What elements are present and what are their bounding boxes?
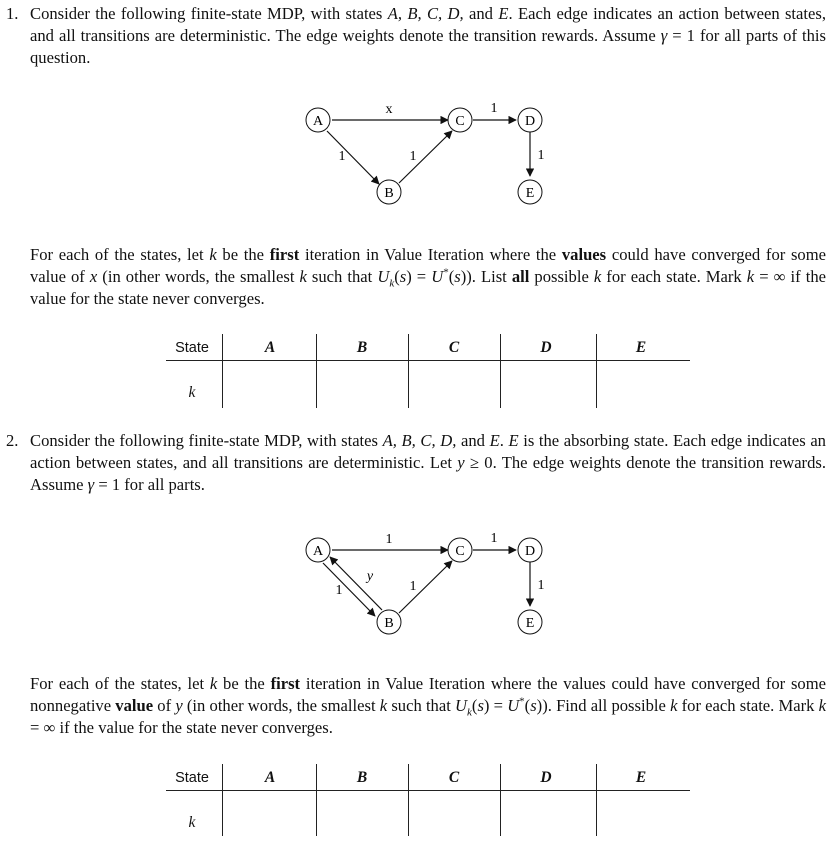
text-run: U xyxy=(507,696,520,715)
q2-label-a-c: 1 xyxy=(385,532,393,547)
q2-answer-cell-d[interactable] xyxy=(501,804,596,834)
q1-edge-b-c xyxy=(399,131,452,183)
svg-text:A: A xyxy=(312,544,324,559)
text-run: s xyxy=(399,267,407,286)
q1-answer-cell-c[interactable] xyxy=(409,374,500,404)
text-run: A, B, C, D, xyxy=(382,431,457,450)
q2-label-b-c: 1 xyxy=(409,579,417,594)
q2-table-state-label: State xyxy=(175,770,209,786)
text-run: possible xyxy=(529,267,594,286)
q2-table-col-c: C xyxy=(448,769,460,786)
text-run: k xyxy=(209,674,218,693)
q2-label-d-e: 1 xyxy=(537,578,545,593)
q2-label-a-b: 1 xyxy=(335,583,343,598)
text-run: k xyxy=(299,267,307,286)
text-run: first xyxy=(270,674,301,693)
text-run: ( xyxy=(394,267,400,286)
text-run: A, B, C, D, xyxy=(387,4,464,23)
text-run: values xyxy=(561,245,607,264)
text-run: iteration in Value Iteration where the xyxy=(299,245,562,264)
q2-node-a xyxy=(306,538,330,562)
q1-node-a xyxy=(306,108,330,132)
text-run: of xyxy=(153,696,176,715)
svg-text:D: D xyxy=(524,544,536,559)
text-run: . xyxy=(499,431,509,450)
q1-answer-cell-b[interactable] xyxy=(317,374,408,404)
q1-table-row-k: k xyxy=(188,384,196,401)
svg-text:A: A xyxy=(312,114,324,129)
text-run: s xyxy=(530,696,537,715)
text-run: is the absorbing state. Each edge indicates an action between states, and all transitions are deterministic. Let xyxy=(30,431,826,472)
text-run: y xyxy=(175,696,183,715)
text-run: For each of the states, let xyxy=(30,245,210,264)
text-run: (in other words, the smallest xyxy=(97,267,300,286)
q2-answer-cell-e[interactable] xyxy=(597,804,690,834)
q1-edge-a-b xyxy=(327,131,379,184)
q2-answer-cell-c[interactable] xyxy=(409,804,500,834)
text-run: x xyxy=(89,267,98,286)
text-run: for each state. Mark xyxy=(601,267,747,286)
text-run: For each of the states, let xyxy=(30,674,210,693)
q1-answer-table xyxy=(166,334,690,408)
text-run: k xyxy=(593,267,602,286)
q2-table-col-a: A xyxy=(264,769,276,786)
q1-label-a-b: 1 xyxy=(338,149,346,164)
q2-answer-cell-b[interactable] xyxy=(317,804,408,834)
text-run: s xyxy=(454,267,461,286)
q1-table-col-a: A xyxy=(264,339,276,356)
text-run: such that xyxy=(387,696,456,715)
q1-intro xyxy=(30,3,826,69)
text-run: k xyxy=(818,696,827,715)
svg-text:C: C xyxy=(455,544,465,559)
q2-edge-b-c xyxy=(399,561,452,613)
q2-answer-table xyxy=(166,764,690,836)
q2-table-row-k: k xyxy=(188,814,196,831)
svg-text:E: E xyxy=(525,186,535,201)
q2-table-col-e: E xyxy=(635,769,647,786)
svg-text:D: D xyxy=(524,114,536,129)
text-run: first xyxy=(269,245,300,264)
text-run: be the xyxy=(216,245,270,264)
text-run: )). Find all possible xyxy=(536,696,671,715)
text-run: E xyxy=(498,4,509,23)
q2-answer-cell-a[interactable] xyxy=(224,804,316,834)
text-run: U xyxy=(431,267,444,286)
text-run: U xyxy=(455,696,468,715)
text-run: be the xyxy=(217,674,271,693)
q1-table-state-label: State xyxy=(175,340,209,356)
q2-table-col-b: B xyxy=(356,769,368,786)
q1-answer-cell-e[interactable] xyxy=(597,374,690,404)
text-run: * xyxy=(443,266,449,279)
q2-node-e xyxy=(518,610,542,634)
q1-graph xyxy=(290,100,560,212)
text-run: k xyxy=(389,277,395,290)
q1-table-col-c: C xyxy=(448,339,460,356)
text-run: E xyxy=(489,431,500,450)
text-run: E xyxy=(508,431,519,450)
q1-node-b xyxy=(377,180,401,204)
text-run: k xyxy=(379,696,388,715)
q1-node-c xyxy=(448,108,472,132)
text-run: all xyxy=(511,267,530,286)
svg-text:B: B xyxy=(384,186,394,201)
text-run: ( xyxy=(524,696,531,715)
text-run: could have converged for some value of xyxy=(30,245,826,286)
text-run: k xyxy=(209,245,217,264)
text-run: ( xyxy=(471,696,478,715)
text-run: * xyxy=(519,695,525,708)
text-run: = 1 for all parts of this question. xyxy=(30,26,826,67)
q2-instruction xyxy=(30,673,826,739)
q1-instruction xyxy=(30,244,826,310)
text-run: s xyxy=(477,696,484,715)
q1-table-col-d: D xyxy=(540,339,552,356)
text-run: y xyxy=(457,453,465,472)
text-run: = ∞ if the value for the state never converges. xyxy=(30,718,333,737)
text-run: Consider the following finite-state MDP, with states xyxy=(30,431,383,450)
q1-number: 1. xyxy=(6,4,19,23)
svg-text:B: B xyxy=(384,616,394,631)
text-run: = 1 for all parts. xyxy=(94,475,205,494)
q1-label-c-d: 1 xyxy=(490,101,498,116)
text-run: U xyxy=(377,267,390,286)
q2-number: 2. xyxy=(6,431,19,450)
q2-label-b-a: y xyxy=(366,569,374,584)
q2-table-col-d: D xyxy=(540,769,552,786)
text-run: ) = xyxy=(406,267,432,286)
text-run: (in other words, the smallest xyxy=(182,696,380,715)
text-run: γ xyxy=(87,475,95,494)
text-run: and xyxy=(463,4,499,23)
q2-graph xyxy=(290,530,560,642)
text-run: ≥ 0. The edge weights denote the transition rewards. Assume xyxy=(30,453,826,494)
text-run: for each state. Mark xyxy=(677,696,819,715)
text-run: )). List xyxy=(460,267,512,286)
text-run: k xyxy=(467,706,472,719)
q1-table-col-e: E xyxy=(635,339,647,356)
q2-node-b xyxy=(377,610,401,634)
svg-text:C: C xyxy=(455,114,465,129)
q2-node-c xyxy=(448,538,472,562)
text-run: k xyxy=(670,696,678,715)
text-run: value xyxy=(115,696,154,715)
q1-answer-cell-d[interactable] xyxy=(501,374,596,404)
text-run: ( xyxy=(448,267,455,286)
text-run: k xyxy=(746,267,755,286)
q1-table-col-b: B xyxy=(356,339,368,356)
text-run: iteration in Value Iteration where the values could have converged for some nonnegative xyxy=(30,674,826,715)
q1-label-b-c: 1 xyxy=(409,149,417,164)
text-run: ) = xyxy=(483,696,508,715)
q1-node-e xyxy=(518,180,542,204)
q1-answer-cell-a[interactable] xyxy=(224,374,316,404)
text-run: and xyxy=(456,431,490,450)
q1-node-d xyxy=(518,108,542,132)
q2-node-d xyxy=(518,538,542,562)
q1-label-d-e: 1 xyxy=(537,148,545,163)
text-run: . Each edge indicates an action between states, and all transitions are deterministic. The edge weights denote the transition rewards. Assume xyxy=(30,4,826,45)
q2-label-c-d: 1 xyxy=(490,531,498,546)
q1-label-a-c: x xyxy=(385,102,393,117)
q2-intro xyxy=(30,430,826,496)
text-run: = ∞ if the value for the state never converges. xyxy=(30,267,826,308)
svg-text:E: E xyxy=(525,616,535,631)
text-run: Consider the following finite-state MDP, with states xyxy=(30,4,388,23)
text-run: γ xyxy=(660,26,668,45)
text-run: such that xyxy=(306,267,378,286)
